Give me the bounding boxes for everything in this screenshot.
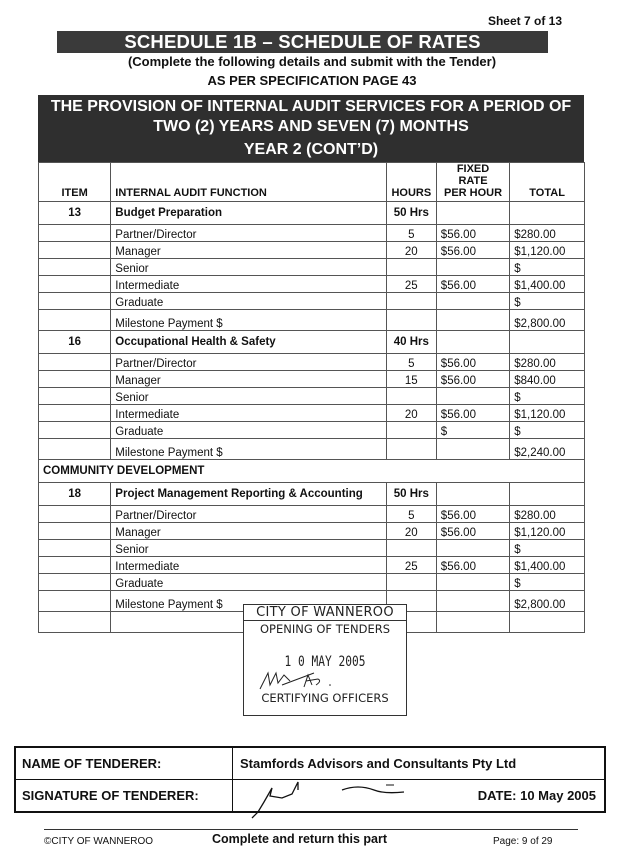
- role-rate: $56.00: [436, 371, 509, 388]
- table-row: [39, 557, 585, 574]
- role-total: $: [510, 422, 585, 439]
- role-rate: [436, 540, 509, 557]
- footer-page-number: Page: 9 of 29: [493, 836, 553, 847]
- empty-item: [39, 422, 111, 439]
- role-total: $: [510, 388, 585, 405]
- table-row: [39, 276, 585, 293]
- role-total: $1,120.00: [510, 523, 585, 540]
- table-row: [39, 371, 585, 388]
- function-hours: 50 Hrs: [386, 483, 436, 506]
- section-row: [39, 460, 585, 483]
- empty-item: [39, 354, 111, 371]
- empty-item: [39, 405, 111, 422]
- tender-opening-stamp: [243, 604, 407, 716]
- rates-table: [38, 162, 585, 633]
- empty-rate: [436, 331, 509, 354]
- role-hours: 5: [386, 354, 436, 371]
- rate-header-line-2: PER HOUR: [443, 187, 503, 199]
- milestone-row: [39, 310, 585, 331]
- tenderer-name-label: NAME OF TENDERER:: [22, 756, 162, 771]
- role-name: Manager: [111, 242, 387, 259]
- role-name: Partner/Director: [111, 354, 387, 371]
- empty-item: [39, 293, 111, 310]
- role-name: Intermediate: [111, 405, 387, 422]
- schedule-title: SCHEDULE 1B – SCHEDULE OF RATES: [57, 31, 548, 53]
- empty-hours: [386, 439, 436, 460]
- role-hours: [386, 259, 436, 276]
- empty-rate: [436, 439, 509, 460]
- tenderer-name-value: Stamfords Advisors and Consultants Pty Ltd: [240, 756, 517, 771]
- footer-instruction: Complete and return this part: [212, 832, 388, 846]
- empty-item: [39, 557, 111, 574]
- function-name: Occupational Health & Safety: [111, 331, 387, 354]
- role-total: $: [510, 293, 585, 310]
- banner-line-1: THE PROVISION OF INTERNAL AUDIT SERVICES FOR A PERIOD OF: [50, 98, 572, 115]
- function-hours: 50 Hrs: [386, 202, 436, 225]
- role-rate: $56.00: [436, 405, 509, 422]
- group-header-row: [39, 202, 585, 225]
- role-hours: [386, 540, 436, 557]
- empty-rate: [436, 310, 509, 331]
- col-hours-header: HOURS: [386, 163, 436, 202]
- empty-item: [39, 310, 111, 331]
- footer-copyright: ©CITY OF WANNEROO: [44, 836, 154, 847]
- role-name: Graduate: [111, 293, 387, 310]
- empty-rate: [436, 591, 509, 612]
- role-hours: 20: [386, 242, 436, 259]
- milestone-total: $2,800.00: [510, 310, 585, 331]
- role-hours: 20: [386, 523, 436, 540]
- blank-cell: [39, 612, 111, 633]
- table-row: [39, 354, 585, 371]
- role-name: Partner/Director: [111, 225, 387, 242]
- tenderer-signature: [248, 776, 418, 820]
- section-community-development: COMMUNITY DEVELOPMENT: [39, 460, 585, 483]
- table-row: [39, 388, 585, 405]
- milestone-label: Milestone Payment $: [111, 591, 387, 612]
- role-rate: [436, 293, 509, 310]
- table-row: [39, 422, 585, 439]
- col-item-header: ITEM: [39, 163, 111, 202]
- instruction-text: (Complete the following details and submit with the Tender): [127, 54, 497, 69]
- role-rate: $56.00: [436, 354, 509, 371]
- empty-rate: [436, 202, 509, 225]
- col-function-header: INTERNAL AUDIT FUNCTION: [111, 163, 387, 202]
- role-hours: 20: [386, 405, 436, 422]
- role-hours: [386, 422, 436, 439]
- role-rate: [436, 388, 509, 405]
- specification-reference: AS PER SPECIFICATION PAGE 43: [207, 73, 417, 88]
- role-rate: $: [436, 422, 509, 439]
- table-row: [39, 506, 585, 523]
- table-row: [39, 523, 585, 540]
- item-number: 13: [39, 202, 111, 225]
- role-name: Senior: [111, 259, 387, 276]
- tenderer-divider: [232, 748, 233, 811]
- role-rate: $56.00: [436, 523, 509, 540]
- function-name: Project Management Reporting & Accounting: [111, 483, 387, 506]
- role-name: Manager: [111, 371, 387, 388]
- officer-initials-signature: [256, 667, 336, 693]
- group-budget-preparation: [39, 202, 585, 331]
- role-total: $1,120.00: [510, 405, 585, 422]
- role-name: Intermediate: [111, 276, 387, 293]
- role-hours: [386, 388, 436, 405]
- role-rate: $56.00: [436, 225, 509, 242]
- milestone-row: [39, 439, 585, 460]
- stamp-opening: OPENING OF TENDERS: [259, 622, 391, 636]
- empty-item: [39, 276, 111, 293]
- stamp-date: 1 0 MAY 2005: [284, 654, 366, 670]
- empty-item: [39, 242, 111, 259]
- role-hours: 25: [386, 557, 436, 574]
- role-hours: 5: [386, 506, 436, 523]
- role-rate: [436, 259, 509, 276]
- col-rate-header: [436, 163, 509, 202]
- col-total-header: TOTAL: [510, 163, 585, 202]
- table-row: [39, 242, 585, 259]
- role-hours: [386, 293, 436, 310]
- empty-item: [39, 259, 111, 276]
- empty-item: [39, 439, 111, 460]
- role-total: $280.00: [510, 354, 585, 371]
- role-rate: $56.00: [436, 276, 509, 293]
- empty-item: [39, 591, 111, 612]
- blank-cell: [436, 612, 509, 633]
- milestone-label: Milestone Payment $: [111, 439, 387, 460]
- milestone-total: $2,800.00: [510, 591, 585, 612]
- table-header-row: [39, 163, 585, 202]
- role-name: Graduate: [111, 574, 387, 591]
- role-name: Senior: [111, 540, 387, 557]
- role-name: Intermediate: [111, 557, 387, 574]
- empty-item: [39, 388, 111, 405]
- empty-item: [39, 371, 111, 388]
- role-total: $280.00: [510, 506, 585, 523]
- empty-item: [39, 574, 111, 591]
- role-rate: $56.00: [436, 557, 509, 574]
- blank-cell: [510, 612, 585, 633]
- role-total: $840.00: [510, 371, 585, 388]
- milestone-total: $2,240.00: [510, 439, 585, 460]
- item-number: 18: [39, 483, 111, 506]
- milestone-label: Milestone Payment $: [111, 310, 387, 331]
- role-hours: 15: [386, 371, 436, 388]
- table-row: [39, 405, 585, 422]
- empty-total: [510, 483, 585, 506]
- role-total: $1,120.00: [510, 242, 585, 259]
- footer-rule: [44, 829, 578, 830]
- group-occupational-health-safety: [39, 331, 585, 460]
- tender-date: DATE: 10 May 2005: [477, 788, 596, 803]
- banner-line-2: TWO (2) YEARS AND SEVEN (7) MONTHS: [153, 118, 469, 135]
- table-banner: [38, 95, 584, 162]
- function-hours: 40 Hrs: [386, 331, 436, 354]
- group-header-row: [39, 331, 585, 354]
- empty-hours: [386, 310, 436, 331]
- group-project-management: [39, 483, 585, 612]
- item-number: 16: [39, 331, 111, 354]
- role-total: $: [510, 540, 585, 557]
- function-name: Budget Preparation: [111, 202, 387, 225]
- table-row: [39, 540, 585, 557]
- empty-total: [510, 202, 585, 225]
- role-name: Senior: [111, 388, 387, 405]
- empty-item: [39, 540, 111, 557]
- role-hours: 25: [386, 276, 436, 293]
- table-row: [39, 259, 585, 276]
- role-rate: $56.00: [436, 506, 509, 523]
- rate-header-line-1: FIXED RATE: [456, 163, 490, 187]
- sheet-number: Sheet 7 of 13: [487, 14, 562, 28]
- empty-item: [39, 225, 111, 242]
- role-rate: $56.00: [436, 242, 509, 259]
- role-hours: [386, 574, 436, 591]
- role-total: $1,400.00: [510, 557, 585, 574]
- stamp-certifying: CERTIFYING OFFICERS: [261, 691, 389, 705]
- tenderer-signature-label: SIGNATURE OF TENDERER:: [22, 788, 199, 803]
- role-hours: 5: [386, 225, 436, 242]
- role-name: Manager: [111, 523, 387, 540]
- role-name: Partner/Director: [111, 506, 387, 523]
- table-row: [39, 225, 585, 242]
- empty-total: [510, 331, 585, 354]
- stamp-city: CITY OF WANNEROO: [244, 605, 406, 621]
- group-header-row: [39, 483, 585, 506]
- table-row: [39, 574, 585, 591]
- role-total: $: [510, 574, 585, 591]
- empty-rate: [436, 483, 509, 506]
- role-name: Graduate: [111, 422, 387, 439]
- role-total: $1,400.00: [510, 276, 585, 293]
- banner-line-3: YEAR 2 (CONT’D): [243, 141, 379, 158]
- role-total: $: [510, 259, 585, 276]
- role-total: $280.00: [510, 225, 585, 242]
- empty-item: [39, 523, 111, 540]
- table-row: [39, 293, 585, 310]
- empty-item: [39, 506, 111, 523]
- role-rate: [436, 574, 509, 591]
